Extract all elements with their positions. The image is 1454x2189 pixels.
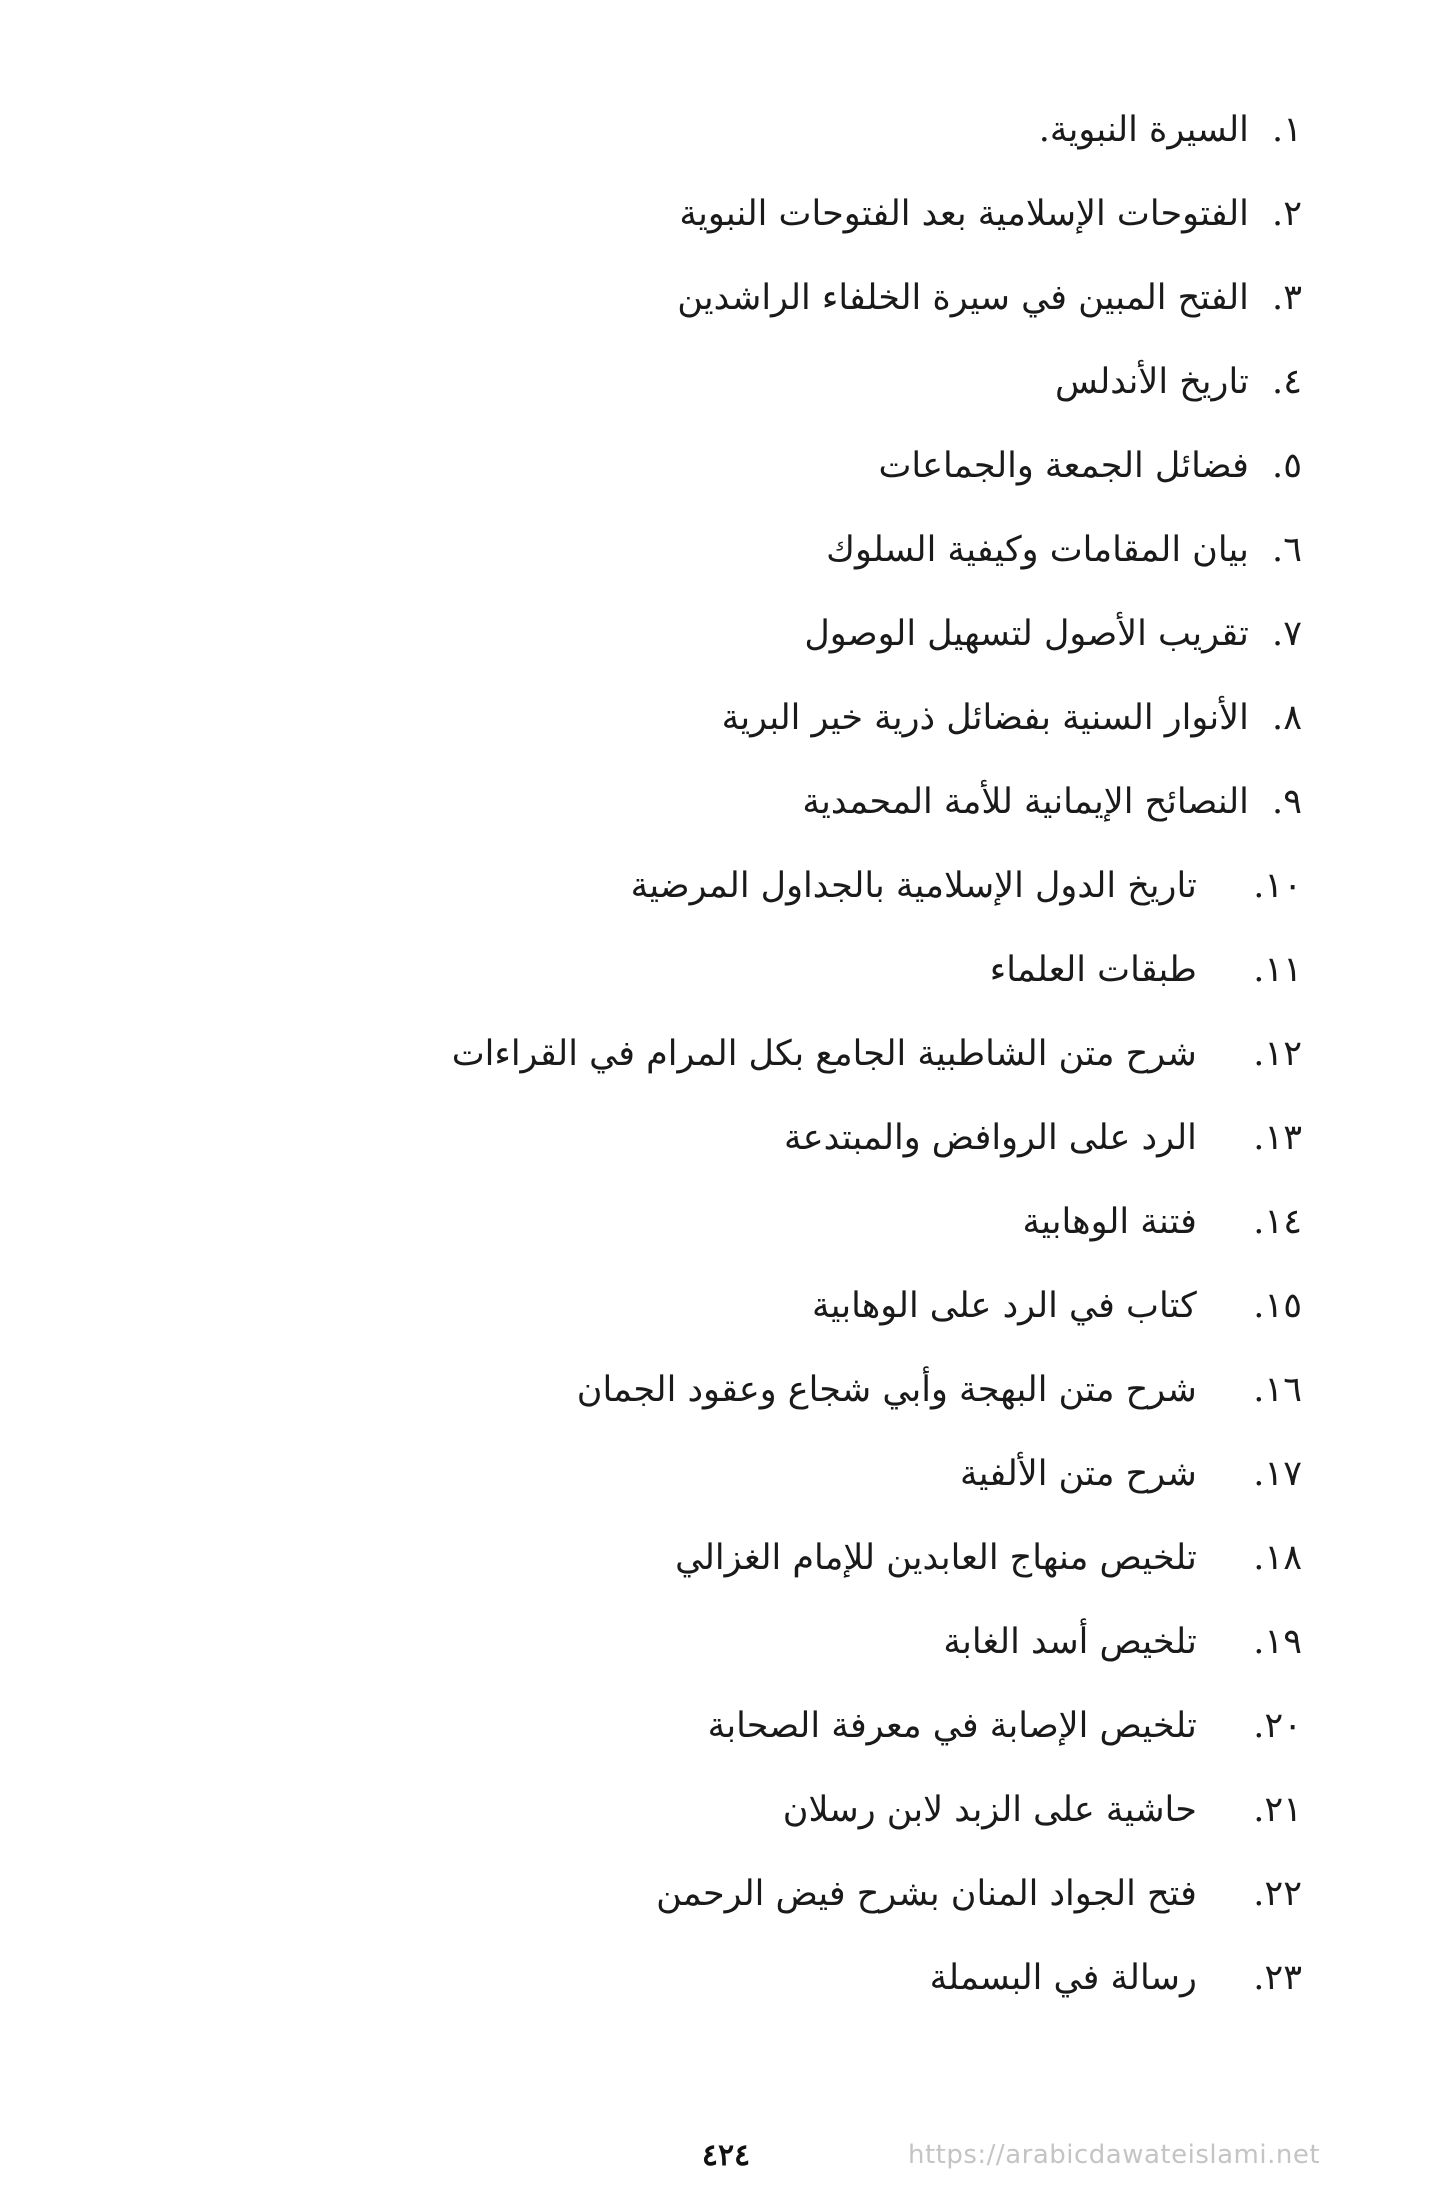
list-item-title: الرد على الروافض والمبتدعة [783,1118,1197,1158]
list-item-number: ٨. [1272,698,1302,738]
list-item [102,88,1302,172]
list-item-number: ٣. [1272,278,1302,318]
list-item [102,1264,1302,1348]
list-item-title: الأنوار السنية بفضائل ذرية خير البرية [721,698,1249,738]
list-item-number: ٢٣. [1253,1958,1302,1998]
list-item [102,1852,1302,1936]
list-item [102,760,1302,844]
list-item [102,1012,1302,1096]
list-item-number: ٩. [1272,782,1302,822]
list-item-number: ١. [1272,110,1302,150]
list-item-title: تاريخ الأندلس [1055,362,1249,402]
list-item-title: طبقات العلماء [989,950,1197,990]
list-item-title: تقريب الأصول لتسهيل الوصول [804,614,1249,654]
list-item-number: ١١. [1253,950,1302,990]
list-item-number: ١٧. [1253,1454,1302,1494]
list-item-title: شرح متن البهجة وأبي شجاع وعقود الجمان [576,1370,1197,1410]
list-item-number: ١٥. [1253,1286,1302,1326]
list-item-title: الفتح المبين في سيرة الخلفاء الراشدين [677,278,1249,318]
list-item-title: فتح الجواد المنان بشرح فيض الرحمن [656,1874,1197,1914]
list-item-number: ٢١. [1253,1790,1302,1830]
list-item [102,928,1302,1012]
list-item [102,1936,1302,2020]
list-item-number: ١٤. [1253,1202,1302,1242]
list-item-number: ٧. [1272,614,1302,654]
website-url: https://arabicdawateislami.net [908,2140,1321,2170]
list-item [102,1180,1302,1264]
list-item [102,256,1302,340]
list-item-title: شرح متن الشاطبية الجامع بكل المرام في القراءات [451,1034,1197,1074]
list-item-number: ١٠. [1253,866,1302,906]
list-item-title: رسالة في البسملة [929,1958,1197,1998]
list-item [102,172,1302,256]
list-item-number: ١٢. [1253,1034,1302,1074]
list-item-title: السيرة النبوية. [1038,110,1249,150]
list-item [102,844,1302,928]
list-item [102,340,1302,424]
list-item [102,1684,1302,1768]
list-item [102,1768,1302,1852]
list-item-number: ٦. [1272,530,1302,570]
list-item-number: ١٨. [1253,1538,1302,1578]
list-item-title: فضائل الجمعة والجماعات [878,446,1249,486]
list-item-number: ١٦. [1253,1370,1302,1410]
list-item [102,1432,1302,1516]
list-item [102,1096,1302,1180]
list-item-number: ٤. [1272,362,1302,402]
list-item-number: ١٩. [1253,1622,1302,1662]
list-item-title: الفتوحات الإسلامية بعد الفتوحات النبوية [679,194,1249,234]
list-item [102,676,1302,760]
list-item-number: ٥. [1272,446,1302,486]
list-item-title: تاريخ الدول الإسلامية بالجداول المرضية [630,866,1197,906]
list-item-title: شرح متن الألفية [960,1454,1197,1494]
list-item-number: ٢٢. [1253,1874,1302,1914]
list-item-title: كتاب في الرد على الوهابية [812,1286,1197,1326]
list-item-title: فتنة الوهابية [1022,1202,1197,1242]
list-item [102,1600,1302,1684]
list-item-title: تلخيص الإصابة في معرفة الصحابة [707,1706,1197,1746]
list-item-number: ٢. [1272,194,1302,234]
list-item-number: ١٣. [1253,1118,1302,1158]
page-number: ٤٢٤ [701,2138,751,2173]
list-item-title: تلخيص منهاج العابدين للإمام الغزالي [675,1538,1197,1578]
book-list [102,88,1302,2020]
list-item-title: حاشية على الزبد لابن رسلان [782,1790,1197,1830]
list-item [102,508,1302,592]
list-item-title: النصائح الإيمانية للأمة المحمدية [802,782,1249,822]
list-item-number: ٢٠. [1253,1706,1302,1746]
list-item-title: تلخيص أسد الغابة [943,1622,1197,1662]
list-item [102,592,1302,676]
list-item-title: بيان المقامات وكيفية السلوك [826,530,1249,570]
list-item [102,1516,1302,1600]
list-item [102,1348,1302,1432]
list-item [102,424,1302,508]
